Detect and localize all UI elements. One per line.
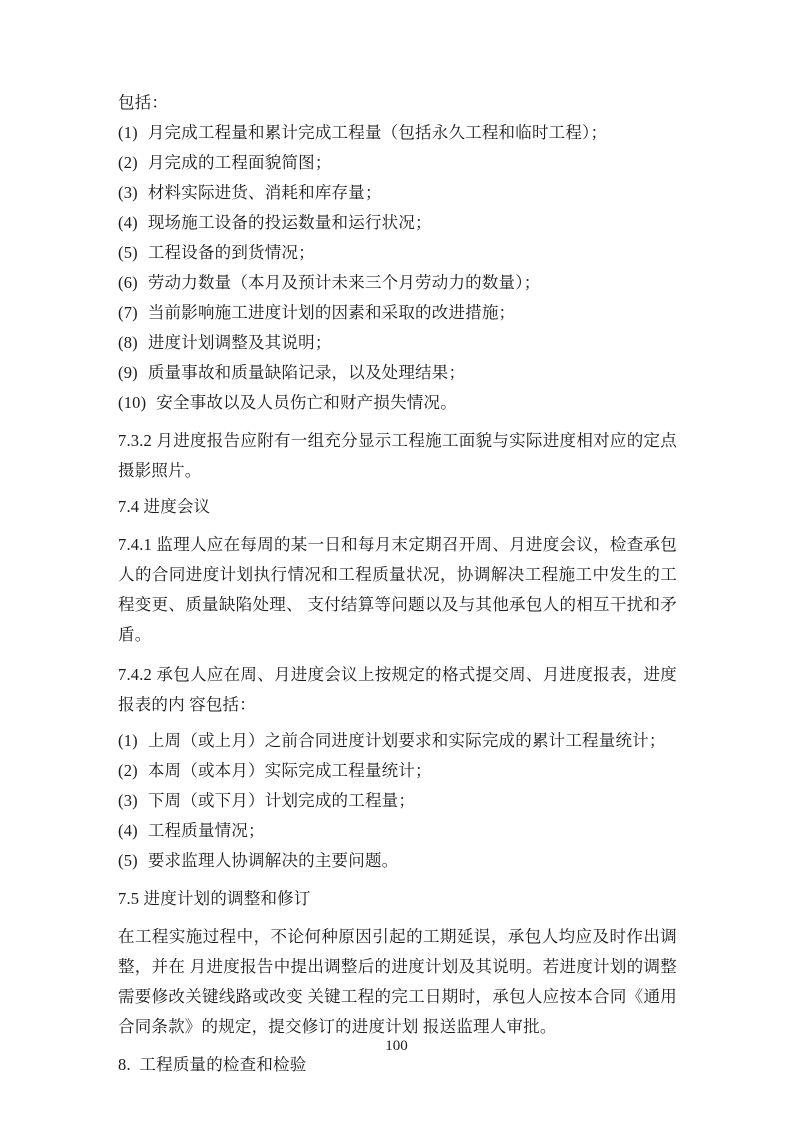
item-text: 工程质量情况；	[147, 821, 265, 840]
item-number: (2)	[118, 761, 138, 780]
intro-paragraph: 包括：	[118, 93, 169, 112]
monthly-report-item	[118, 298, 677, 328]
item-number: (5)	[118, 851, 138, 870]
item-text: 月完成工程量和累计完成工程量（包括永久工程和临时工程）；	[147, 123, 608, 142]
meeting-report-item	[118, 726, 677, 756]
clause-7-5-body: 在工程实施过程中，不论何种原因引起的工期延误，承包人均应及时作出调整，并在 月进度报告中提出调整后的进度计划及其说明。若进度计划的调整需要修改关键线路或改变 关键工程的完工日期时，承包人应按本合同《通用合同条款》的规定，提交修订的进度计划 报送监理人审批。	[118, 927, 677, 1036]
item-text: 安全事故以及人员伤亡和财产损失情况。	[156, 393, 457, 412]
meeting-report-item	[118, 816, 677, 846]
item-number: (1)	[118, 123, 138, 142]
item-number: (10)	[118, 393, 147, 412]
item-number: (7)	[118, 303, 138, 322]
heading-7-5: 7.5 进度计划的调整和修订	[118, 889, 311, 908]
item-number: (2)	[118, 153, 138, 172]
heading-8: 8. 工程质量的检查和检验	[118, 1055, 307, 1074]
monthly-report-item	[118, 268, 677, 298]
item-number: (1)	[118, 731, 138, 750]
item-number: (5)	[118, 243, 138, 262]
item-number: (8)	[118, 333, 138, 352]
monthly-report-item	[118, 208, 677, 238]
meeting-report-item	[118, 786, 677, 816]
monthly-report-item	[118, 328, 677, 358]
clause-7-4-2: 7.4.2 承包人应在周、月进度会议上按规定的格式提交周、月进度报表，进度报表的内 容包括：	[118, 665, 677, 714]
item-text: 要求监理人协调解决的主要问题。	[147, 851, 399, 870]
item-text: 本周（或本月）实际完成工程量统计；	[147, 761, 432, 780]
document-content	[118, 88, 677, 1080]
item-number: (9)	[118, 363, 138, 382]
page-number: 100	[385, 1038, 408, 1054]
item-number: (6)	[118, 273, 138, 292]
heading-7-4: 7.4 进度会议	[118, 497, 211, 516]
meeting-report-item	[118, 756, 677, 786]
item-number: (3)	[118, 183, 138, 202]
item-text: 质量事故和质量缺陷记录，以及处理结果；	[147, 363, 466, 382]
item-number: (4)	[118, 213, 138, 232]
item-text: 下周（或下月）计划完成的工程量；	[147, 791, 416, 810]
monthly-report-item	[118, 178, 677, 208]
item-number: (3)	[118, 791, 138, 810]
meeting-report-item	[118, 846, 677, 876]
item-text: 当前影响施工进度计划的因素和采取的改进措施；	[147, 303, 516, 322]
item-text: 工程设备的到货情况；	[147, 243, 315, 262]
clause-7-3-2: 7.3.2 月进度报告应附有一组充分显示工程施工面貌与实际进度相对应的定点摄影照片。	[118, 431, 677, 480]
monthly-report-item	[118, 118, 677, 148]
item-text: 上周（或上月）之前合同进度计划要求和实际完成的累计工程量统计；	[147, 731, 666, 750]
item-text: 材料实际进货、消耗和库存量；	[147, 183, 382, 202]
clause-7-4-1: 7.4.1 监理人应在每周的某一日和每月末定期召开周、月进度会议，检查承包人的合同进度计划执行情况和工程质量状况，协调解决工程施工中发生的工程变更、质量缺陷处理、 支付结算等问题以及与其他承包人的相互干扰和矛盾。	[118, 535, 677, 644]
monthly-report-item	[118, 358, 677, 388]
item-text: 月完成的工程面貌简图；	[147, 153, 332, 172]
monthly-report-item	[118, 388, 677, 418]
monthly-report-item	[118, 238, 677, 268]
item-text: 现场施工设备的投运数量和运行状况；	[147, 213, 432, 232]
item-text: 进度计划调整及其说明；	[147, 333, 332, 352]
item-text: 劳动力数量（本月及预计未来三个月劳动力的数量）；	[147, 273, 541, 292]
monthly-report-item	[118, 148, 677, 178]
item-number: (4)	[118, 821, 138, 840]
